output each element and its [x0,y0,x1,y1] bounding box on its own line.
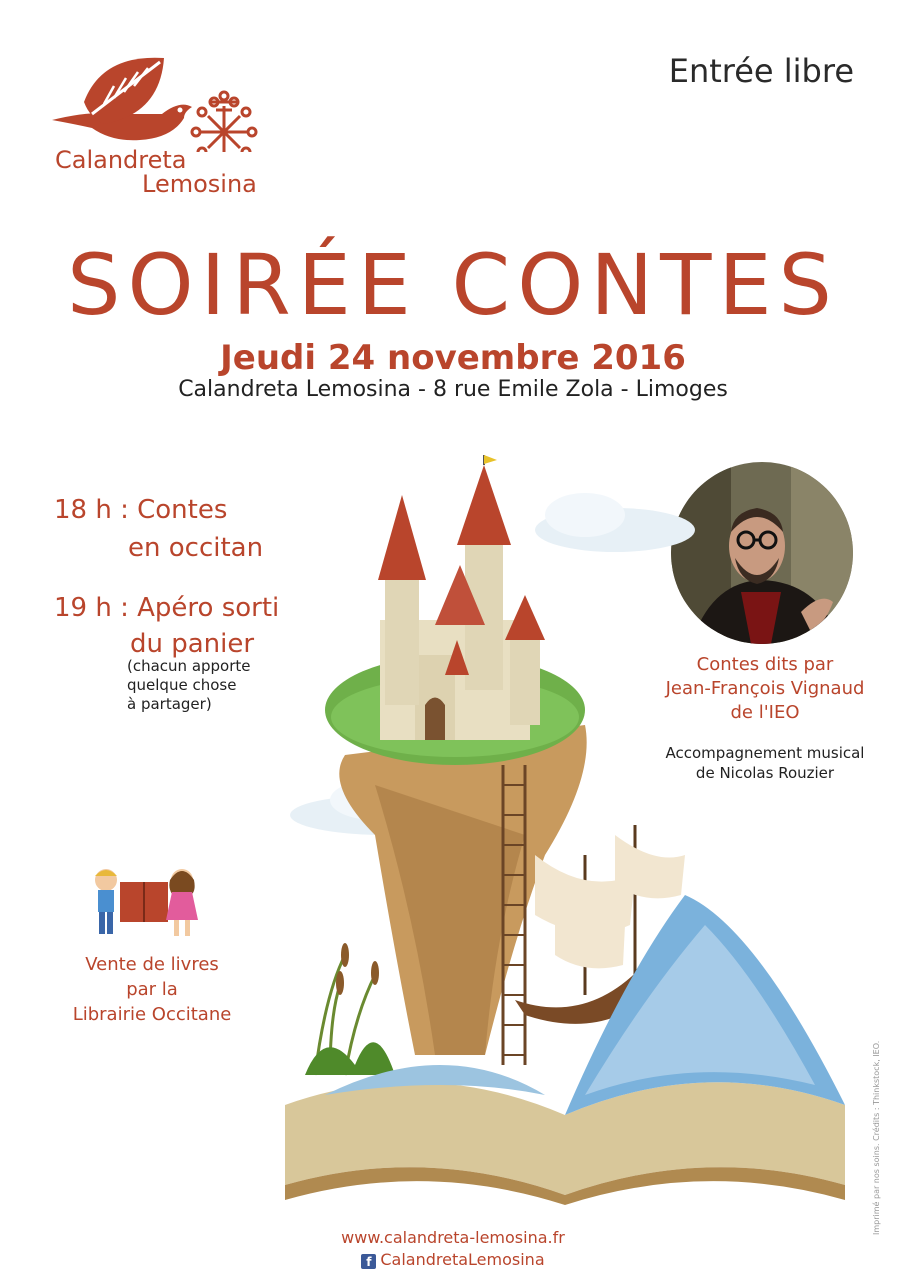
program-item-2-note [127,657,251,714]
castle-book-illustration [285,455,860,1205]
note-line: quelque chose [127,676,237,694]
program-item-2-detail: du panier [130,629,255,659]
logo-text-line2: Lemosina [142,170,257,198]
program-item-1-detail: en occitan [128,533,264,563]
book-sale-line: Vente de livres [85,954,219,975]
event-address: Calandreta Lemosina - 8 rue Emile Zola - Limoges [178,377,728,402]
book-sale-line: par la [126,979,178,1000]
book-sale-line: Librairie Occitane [72,1004,232,1025]
entry-free-label: Entrée libre [668,52,854,90]
program-item-2: 19 h : Apéro sorti [54,593,280,623]
logo-text-line1: Calandreta [55,146,187,174]
credits-text: Imprimé par nos soins. Crédits : Thinkstock, IEO. [872,1040,881,1235]
program-item-1: 18 h : Contes [54,495,228,525]
storyteller-line: Contes dits par [696,654,834,675]
book-sale-info [52,952,252,1027]
event-title: SOIRÉE CONTES [67,236,839,334]
music-line: Accompagnement musical [665,744,865,762]
note-line: à partager) [127,695,212,713]
storyteller-line: Jean-François Vignaud [665,678,865,699]
kids-reading-illustration [92,866,202,946]
website-link[interactable]: www.calandreta-lemosina.fr [341,1228,565,1247]
note-line: (chacun apporte [127,657,251,675]
facebook-icon: f [361,1254,376,1269]
storyteller-line: de l'IEO [730,702,800,723]
facebook-link[interactable] [0,1250,906,1269]
facebook-handle: CalandretaLemosina [380,1250,545,1269]
calandreta-logo [52,52,272,152]
music-line: de Nicolas Rouzier [695,764,835,782]
event-date: Jeudi 24 novembre 2016 [220,338,686,378]
